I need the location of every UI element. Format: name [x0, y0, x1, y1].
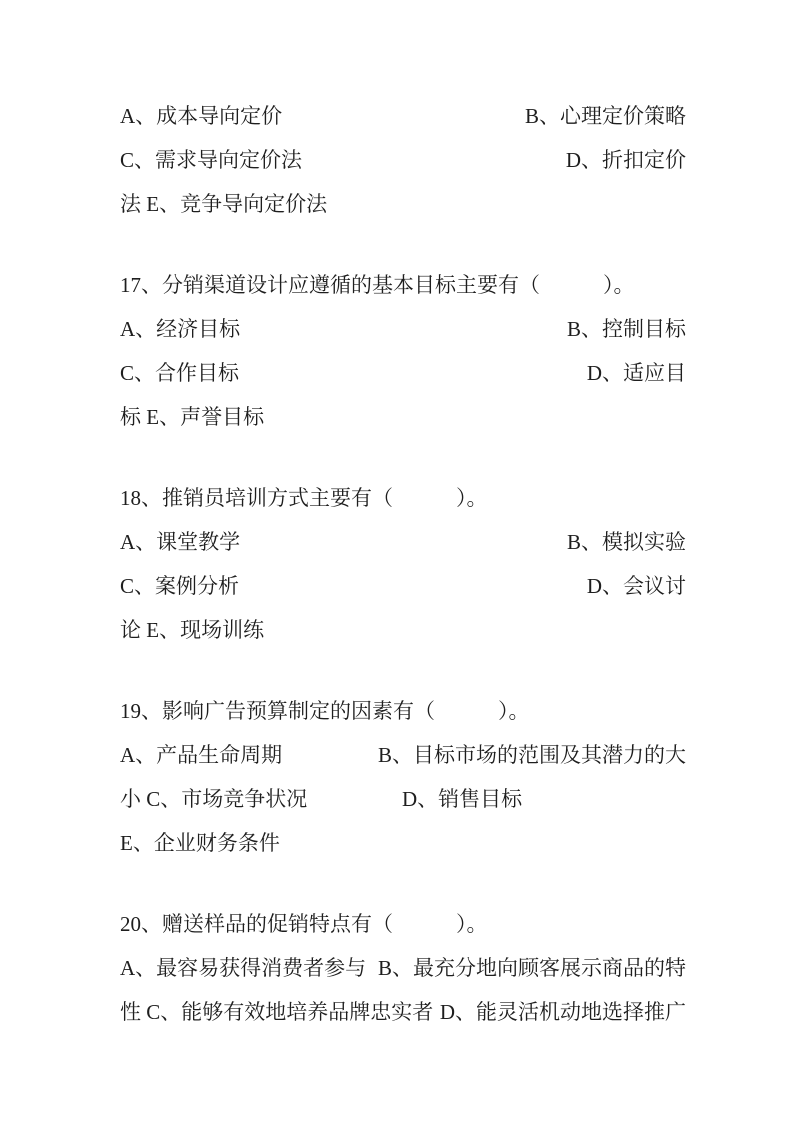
- question-19-text: 19、影响广告预算制定的因素有（ ）。: [120, 699, 530, 723]
- option-line: [120, 607, 686, 651]
- option-line: [120, 93, 686, 137]
- option-c-text: C、合作目标: [120, 361, 240, 385]
- option-e-text: E、企业财务条件: [120, 831, 280, 855]
- option-d-text: D、折扣定价: [565, 148, 686, 172]
- option-line: [120, 945, 686, 989]
- option-a-text: A、课堂教学: [120, 530, 241, 554]
- question-line: [120, 688, 686, 732]
- option-b-text: B、控制目标: [566, 317, 686, 341]
- question-line: [120, 901, 686, 945]
- question-18-text: 18、推销员培训方式主要有（ ）。: [120, 486, 488, 510]
- option-a-text: A、最容易获得消费者参与: [120, 956, 367, 980]
- question-20-block: [120, 901, 686, 1033]
- option-d-text: D、销售目标: [402, 787, 523, 811]
- option-e-text: 法 E、竞争导向定价法: [120, 192, 328, 216]
- question-line: [120, 262, 686, 306]
- option-c-text: 性 C、能够有效地培养品牌忠实者: [120, 1000, 434, 1024]
- option-b-text: B、心理定价策略: [524, 104, 686, 128]
- option-e-text: 论 E、现场训练: [120, 618, 265, 642]
- question-20-text: 20、赠送样品的促销特点有（ ）。: [120, 912, 488, 936]
- option-line: [120, 563, 686, 607]
- option-a-text: A、成本导向定价: [120, 104, 283, 128]
- option-line: [120, 732, 686, 776]
- option-line: [120, 350, 686, 394]
- option-a-text: A、经济目标: [120, 317, 241, 341]
- option-line: [120, 181, 686, 225]
- option-line: [120, 306, 686, 350]
- option-d-text: D、会议讨: [586, 574, 686, 598]
- option-line: [120, 519, 686, 563]
- document-body: [120, 93, 686, 1033]
- option-e-text: 标 E、声誉目标: [120, 405, 265, 429]
- option-d-text: D、能灵活机动地选择推广: [439, 1000, 686, 1024]
- option-d-text: D、适应目: [586, 361, 686, 385]
- option-c-text: C、案例分析: [120, 574, 240, 598]
- question-16-options: [120, 93, 686, 225]
- question-18-block: [120, 475, 686, 651]
- option-line: [120, 394, 686, 438]
- option-line: [120, 989, 686, 1033]
- option-c-text: 小 C、市场竞争状况: [120, 787, 308, 811]
- question-line: [120, 475, 686, 519]
- option-line: [120, 137, 686, 181]
- option-b-text: B、模拟实验: [566, 530, 686, 554]
- option-b-text: B、最充分地向顾客展示商品的特: [377, 956, 686, 980]
- option-line: [120, 776, 686, 820]
- question-17-block: [120, 262, 686, 438]
- option-c-text: C、需求导向定价法: [120, 148, 303, 172]
- question-17-text: 17、分销渠道设计应遵循的基本目标主要有（ ）。: [120, 273, 635, 297]
- option-line: [120, 820, 686, 864]
- question-19-block: [120, 688, 686, 864]
- option-b-text: B、目标市场的范围及其潜力的大: [377, 743, 686, 767]
- option-a-text: A、产品生命周期: [120, 743, 283, 767]
